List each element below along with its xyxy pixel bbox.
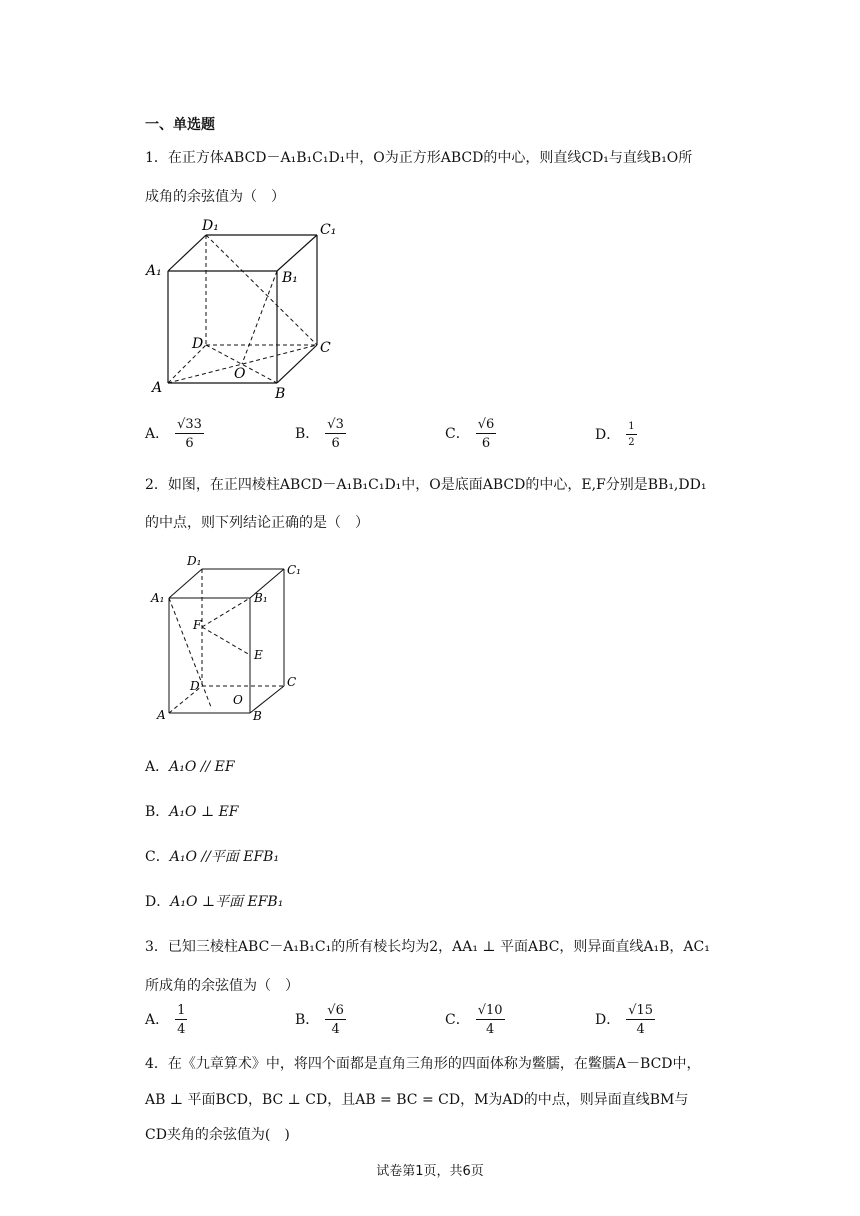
q3-option-b-num: √6 [327,1003,344,1018]
q1-option-c-den: 6 [481,436,491,451]
q1-option-a[interactable]: A． $\frac{√33}{6}$ [145,417,202,451]
q1-option-d[interactable]: D． $\frac{1}{2}$ [595,421,635,448]
q2-option-d[interactable]: D．A₁O ⊥平面 EFB₁ [145,894,284,910]
q3-option-a-num: 1 [177,1003,186,1018]
q2-label-E: E [254,648,263,662]
q3-option-c-num: √10 [477,1003,503,1018]
q4-stem-line3: CD夹角的余弦值为( ) [145,1127,290,1143]
q2-option-a-text: A₁O // EF [169,759,235,775]
q1-option-c-num: √6 [477,417,495,432]
q2-label-D: D [190,679,200,693]
q1-label-B1: B₁ [282,270,298,286]
q1-option-c[interactable]: C． $\frac{√6}{6}$ [445,417,495,451]
q3-option-b-den: 4 [331,1022,340,1037]
q1-option-d-num: 1 [626,422,636,435]
q3-stem-line1: 3．已知三棱柱ABC－A₁B₁C₁的所有棱长均为2，AA₁ ⊥ 平面ABC，则异面直线A₁B，AC₁ [145,939,710,955]
q2-option-d-text: A₁O ⊥平面 EFB₁ [170,894,284,910]
q4-stem-line1: 4．在《九章算术》中，将四个面都是直角三角形的四面体称为鳖臑，在鳖臑A－BCD中， [145,1056,701,1072]
q1-label-A: A [152,380,163,396]
q1-option-b-num: √3 [327,417,344,432]
q2-stem-line1: 2．如图，在正四棱柱ABCD－A₁B₁C₁D₁中，O是底面ABCD的中心，E,F分别是BB₁,DD₁ [145,477,707,493]
q1-option-b-den: 6 [331,436,340,451]
q3-option-d-num: √15 [628,1003,654,1018]
q3-option-c[interactable]: C． $\frac{√10}{4}$ [445,1003,503,1037]
q1-option-d-den: 2 [628,437,635,448]
q2-option-c[interactable]: C．A₁O //平面 EFB₁ [145,849,280,865]
q2-label-C1: C₁ [287,563,301,577]
q1-option-b[interactable]: B． $\frac{√3}{6}$ [295,417,344,451]
q1-label-O: O [234,366,246,382]
q2-option-a[interactable]: A．A₁O // EF [145,759,235,775]
q1-stem-line2: 成角的余弦值为（ ） [145,189,285,205]
q3-option-c-den: 4 [485,1022,495,1037]
q2-label-O: O [233,693,243,707]
q2-stem-line2: 的中点，则下列结论正确的是（ ） [145,515,369,531]
page-footer: 试卷第1页，共6页 [376,1164,484,1179]
q1-label-C1: C₁ [320,222,337,238]
q1-label-C: C [320,340,331,356]
q2-label-A1: A₁ [151,591,165,605]
q2-label-A: A [157,708,166,722]
q2-label-D1: D₁ [187,554,202,568]
q3-option-d[interactable]: D． $\frac{√15}{4}$ [595,1003,654,1037]
q3-option-a[interactable]: A． $\frac{1}{4}$ [145,1003,186,1037]
q3-option-b[interactable]: B． $\frac{√6}{4}$ [295,1003,344,1037]
q2-prism-figure [145,550,315,730]
section-title: 一、单选题 [145,117,215,133]
q2-label-F: F [193,618,202,632]
q2-option-b-text: A₁O ⊥ EF [169,804,239,820]
q2-option-c-text: A₁O //平面 EFB₁ [169,849,280,865]
q1-option-a-num: √33 [177,417,202,432]
q1-cube-figure [140,212,350,402]
q1-label-A1: A₁ [146,263,162,279]
q2-label-C: C [287,675,297,689]
q2-option-b[interactable]: B．A₁O ⊥ EF [145,804,239,820]
q4-stem-line2: AB ⊥ 平面BCD，BC ⊥ CD，且AB = BC = CD，M为AD的中点，则异面直线BM与 [145,1092,689,1108]
q1-label-B: B [275,386,286,402]
q3-stem-line2: 所成角的余弦值为（ ） [145,978,299,994]
q2-label-B1: B₁ [254,591,268,605]
q3-option-a-den: 4 [177,1022,186,1037]
q1-option-a-den: 6 [185,436,194,451]
q3-option-d-den: 4 [636,1022,645,1037]
q1-stem-line1: 1．在正方体ABCD－A₁B₁C₁D₁中，O为正方形ABCD的中心，则直线CD₁与直线B₁O所 [145,150,693,166]
q1-label-D1: D₁ [202,218,219,234]
q2-label-B: B [253,709,262,723]
q1-label-D: D [192,336,204,352]
